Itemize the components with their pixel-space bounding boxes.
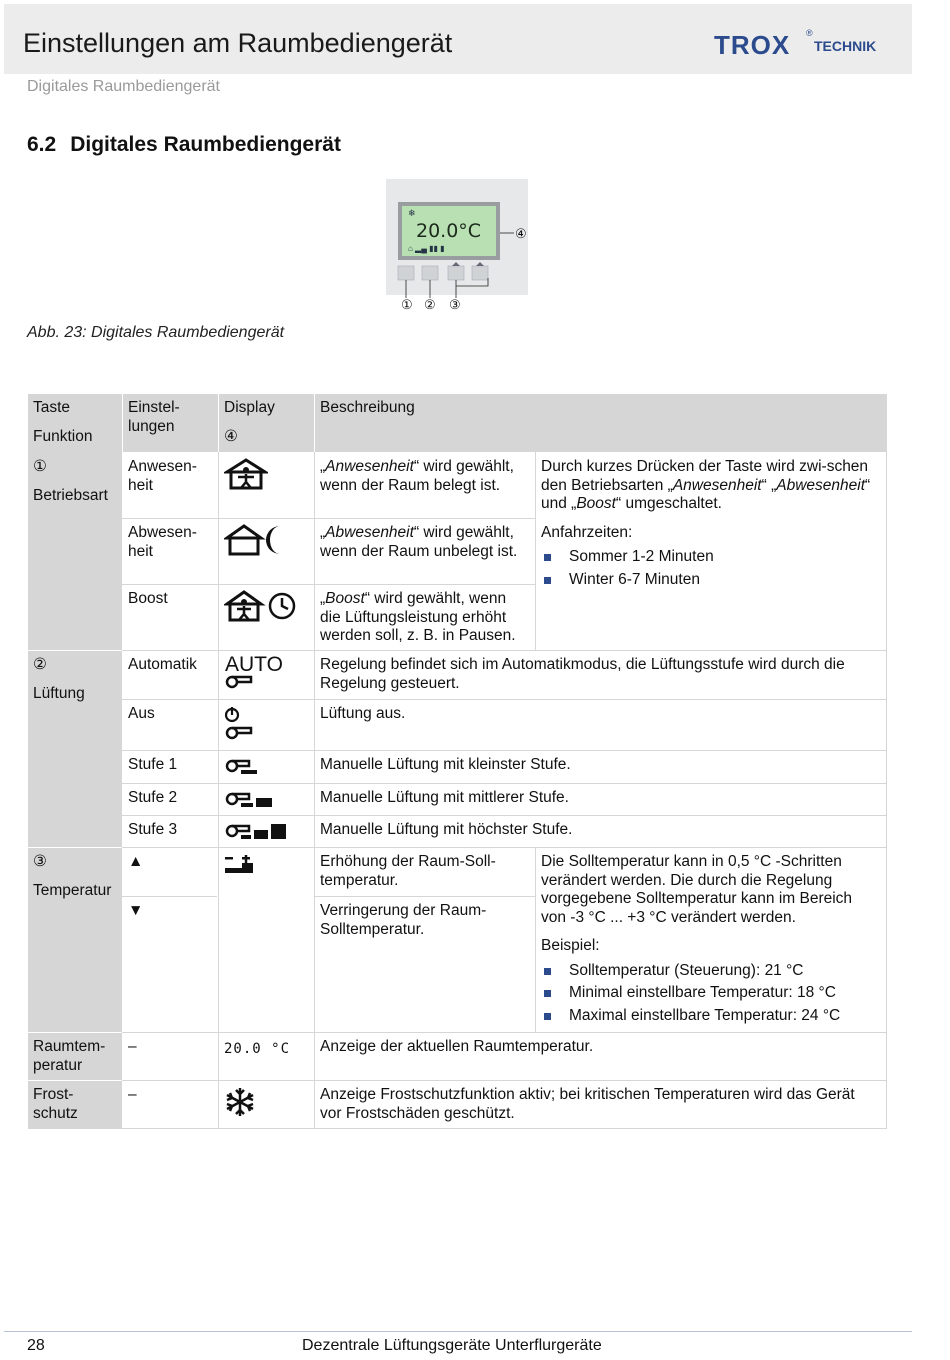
header-einstellungen: Einstel- lungen xyxy=(128,399,180,435)
desc-aus: Lüftung aus. xyxy=(320,705,406,722)
svg-text:⌂ ▂▄ ▮▮ ▮: ⌂ ▂▄ ▮▮ ▮ xyxy=(408,244,445,253)
setting-frostschutz: – xyxy=(128,1086,137,1103)
list-item: Winter 6-7 Minuten xyxy=(541,571,876,590)
footer-rule xyxy=(4,1331,912,1332)
setting-stufe-1: Stufe 1 xyxy=(128,756,178,773)
footer-title: Dezentrale Lüftungsgeräte Unterflurgeräte xyxy=(302,1337,602,1354)
svg-text:❄: ❄ xyxy=(408,208,416,218)
logo-main: TROX xyxy=(714,30,791,60)
frostschutz-function: Frost- schutz xyxy=(33,1086,78,1122)
setting-stufe-2: Stufe 2 xyxy=(128,789,178,806)
power-off-icon xyxy=(225,705,253,741)
raumtemperatur-function: Raumtem- peratur xyxy=(33,1038,106,1074)
page-number: 28 xyxy=(27,1337,45,1354)
figure-caption: Abb. 23: Digitales Raumbediengerät xyxy=(27,324,285,341)
presence-icon xyxy=(224,458,268,490)
fan-level-1-icon xyxy=(225,758,261,774)
section-number: 6.2 xyxy=(27,133,57,156)
list-item: Solltemperatur (Steuerung): 21 °C xyxy=(541,962,879,981)
desc-anwesenheit: „Anwesenheit“ wird gewählt, wenn der Raum belegt ist. xyxy=(320,458,514,494)
logo-sub: TECHNIK xyxy=(814,38,877,54)
callout-1: ① xyxy=(401,297,413,312)
header-title: Einstellungen am Raumbediengerät xyxy=(23,28,453,58)
setpoint-adjust-icon xyxy=(224,855,254,873)
desc-abwesenheit: „Abwesenheit“ wird gewählt, wenn der Raum unbelegt ist. xyxy=(320,524,518,560)
desc-raumtemperatur: Anzeige der aktuellen Raumtemperatur. xyxy=(320,1038,594,1055)
header-display: Display ④ xyxy=(224,399,275,445)
desc-boost: „Boost“ wird gewählt, wenn die Lüftungsleistung erhöht werden soll, z. B. in Pausen. xyxy=(320,590,516,644)
setting-stufe-3: Stufe 3 xyxy=(128,821,178,838)
header-beschreibung: Beschreibung xyxy=(320,399,415,416)
room-control-device-figure xyxy=(384,178,530,312)
header-subtitle: Digitales Raumbediengerät xyxy=(27,78,220,95)
setting-anwesenheit: Anwesen- heit xyxy=(128,458,197,494)
setting-temp-down: ▼ xyxy=(128,902,144,919)
setting-automatik: Automatik xyxy=(128,656,197,673)
boost-icon xyxy=(224,590,298,622)
settings-table xyxy=(28,394,887,1129)
setting-raumtemperatur: – xyxy=(128,1038,137,1055)
callout-2: ② xyxy=(424,297,436,312)
fan-icon xyxy=(225,675,253,689)
snowflake-icon xyxy=(224,1087,256,1117)
temperatur-note: Die Solltemperatur kann in 0,5 °C -Schritten verändert werden. Die durch die Regelung vorgegebene Solltemperatur kann im Bereich von -3 °C ... +3 °C verändert werden. Beispiel: Solltemperatur (Steuerung): 21 °C Minimal einstellbare Temperatur: 18 °C Maximal einstellbare Temperatur: 24 °C xyxy=(536,850,884,1032)
desc-temp-down: Verringerung der Raum-Solltemperatur. xyxy=(320,902,487,938)
header-taste: Taste Funktion xyxy=(33,399,93,445)
betriebsart-function: ① Betriebsart xyxy=(33,458,108,504)
list-item: Sommer 1-2 Minuten xyxy=(541,548,876,567)
fan-level-2-icon xyxy=(225,791,279,807)
trox-logo xyxy=(714,30,889,60)
callout-3: ③ xyxy=(449,297,461,312)
desc-stufe-2: Manuelle Lüftung mit mittlerer Stufe. xyxy=(320,789,569,806)
list-item: Maximal einstellbare Temperatur: 24 °C xyxy=(541,1007,879,1026)
device-display-value: 20.0°C xyxy=(416,220,482,242)
lueftung-function: ② Lüftung xyxy=(33,656,85,702)
setting-aus: Aus xyxy=(128,705,155,722)
desc-frostschutz: Anzeige Frostschutzfunktion aktiv; bei kritischen Temperaturen wird das Gerät vor Frostschäden geschützt. xyxy=(320,1086,855,1122)
section-title: Digitales Raumbediengerät xyxy=(70,133,341,156)
betriebsart-note: Durch kurzes Drücken der Taste wird zwi-schen den Betriebsarten „Anwesenheit“ „Abwesenheit“ und „Boost“ umgeschaltet. Anfahrzeiten: Sommer 1-2 Minuten Winter 6-7 Minuten xyxy=(536,455,881,596)
desc-stufe-1: Manuelle Lüftung mit kleinster Stufe. xyxy=(320,756,571,773)
list-item: Minimal einstellbare Temperatur: 18 °C xyxy=(541,984,879,1003)
setting-boost: Boost xyxy=(128,590,168,607)
section-heading xyxy=(27,133,341,157)
display-raumtemperatur: 20.0 °C xyxy=(224,1041,291,1057)
setting-temp-up: ▲ xyxy=(128,853,144,870)
desc-stufe-3: Manuelle Lüftung mit höchster Stufe. xyxy=(320,821,573,838)
setting-abwesenheit: Abwesen- heit xyxy=(128,524,197,560)
desc-temp-up: Erhöhung der Raum-Soll-temperatur. xyxy=(320,853,496,889)
function-column xyxy=(28,452,122,1129)
auto-display-text: AUTO xyxy=(225,653,283,676)
fan-level-3-icon xyxy=(225,822,289,840)
callout-4: ④ xyxy=(515,226,527,241)
absence-icon xyxy=(224,524,288,556)
logo-registered: ® xyxy=(806,28,813,38)
desc-automatik: Regelung befindet sich im Automatikmodus, die Lüftungsstufe wird durch die Regelung gesteuert. xyxy=(320,656,845,692)
temperatur-function: ③ Temperatur xyxy=(33,853,112,899)
